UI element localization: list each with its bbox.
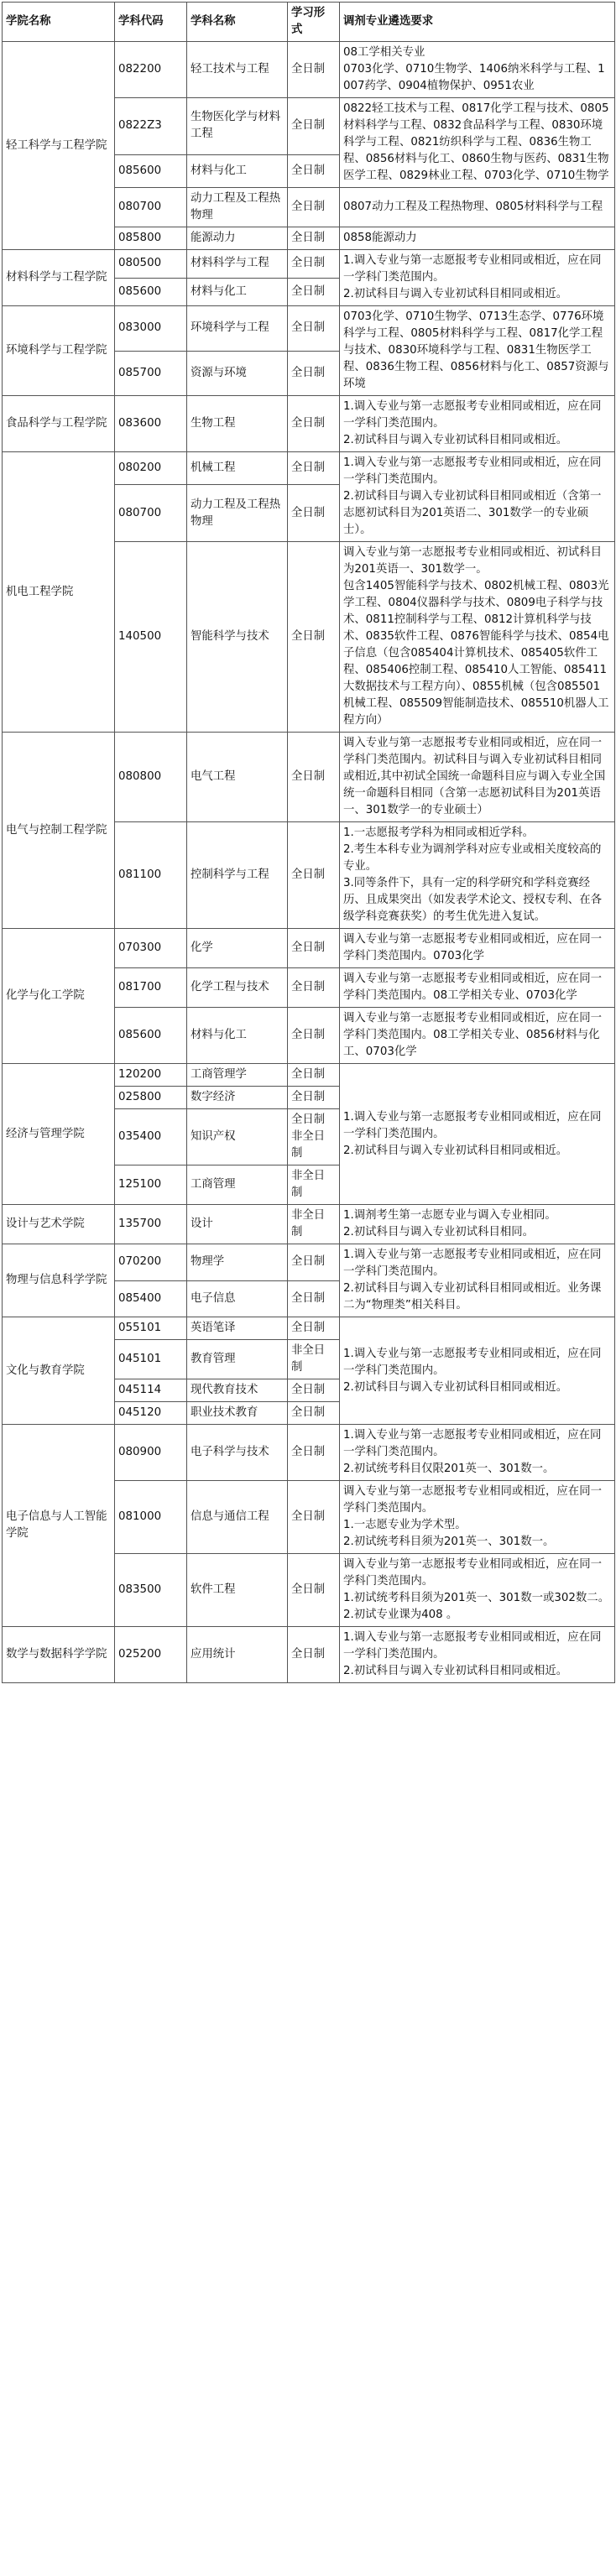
study-mode-cell: 全日制 — [288, 485, 340, 542]
college-name-cell: 电气与控制工程学院 — [3, 733, 115, 929]
college-name-cell: 材料科学与工程学院 — [3, 250, 115, 306]
college-name-cell: 机电工程学院 — [3, 452, 115, 733]
table-row — [3, 452, 615, 485]
table-row — [3, 396, 615, 452]
subject-code-cell: 140500 — [115, 542, 187, 733]
header-row — [3, 3, 615, 42]
header-mode: 学习形式 — [288, 3, 340, 42]
subject-name-cell: 材料与化工 — [187, 1008, 288, 1064]
requirement-cell: 0703化学、0710生物学、0713生态学、0776环境科学与工程、0805材料科学与工程、0817化学工程与技术、0830环境科学与工程、0831生物医学工程、0836生物工程、0856材料与化工、0857资源与环境 — [340, 306, 615, 396]
study-mode-cell: 全日制 — [288, 1064, 340, 1087]
college-name-cell: 轻工科学与工程学院 — [3, 42, 115, 250]
requirement-cell: 1.调入专业与第一志愿报考专业相同或相近，应在同一学科门类范围内。 2.初试统考科目仅限201英一、301数一。 — [340, 1425, 615, 1481]
subject-name-cell: 控制科学与工程 — [187, 822, 288, 929]
study-mode-cell: 全日制 — [288, 1087, 340, 1109]
table-row — [3, 1244, 615, 1281]
study-mode-cell: 全日制 — [288, 154, 340, 187]
study-mode-cell: 非全日制 — [288, 1165, 340, 1205]
subject-name-cell: 电子科学与技术 — [187, 1425, 288, 1481]
requirement-cell: 08工学相关专业 0703化学、0710生物学、1406纳米科学与工程、1007药学、0904植物保护、0951农业 — [340, 42, 615, 98]
table-row — [3, 1425, 615, 1481]
study-mode-cell: 全日制 — [288, 396, 340, 452]
study-mode-cell: 全日制 — [288, 968, 340, 1008]
subject-name-cell: 材料科学与工程 — [187, 250, 288, 279]
requirement-cell: 调入专业与第一志愿报考专业相同或相近、初试科目为201英语一、301数学一。 包含1405智能科学与技术、0802机械工程、0803光学工程、0804仪器科学与技术、0809电子科学与技术、0811控制科学与工程、0812计算机科学与技术、0835软件工程、0876智能科学与技术、0854电子信息（包含085404计算机技术、085405软件工程、085406控制工程、085410人工智能、085411大数据技术与工程方向）、0855机械（包含085501机械工程、085509智能制造技术、085510机器人工程方向） — [340, 542, 615, 733]
table-body — [3, 42, 615, 1683]
subject-code-cell: 085600 — [115, 1008, 187, 1064]
study-mode-cell: 全日制 非全日制 — [288, 1109, 340, 1165]
study-mode-cell: 全日制 — [288, 1317, 340, 1340]
requirement-cell: 调入专业与第一志愿报考专业相同或相近，应在同一学科门类范围内。08工学相关专业、0703化学 — [340, 968, 615, 1008]
study-mode-cell: 全日制 — [288, 98, 340, 155]
subject-code-cell: 045114 — [115, 1379, 187, 1402]
subject-name-cell: 应用统计 — [187, 1627, 288, 1683]
subject-name-cell: 数字经济 — [187, 1087, 288, 1109]
subject-name-cell: 职业技术教育 — [187, 1402, 288, 1425]
table-row — [3, 1064, 615, 1087]
subject-code-cell: 081100 — [115, 822, 187, 929]
study-mode-cell: 全日制 — [288, 227, 340, 250]
subject-code-cell: 082200 — [115, 42, 187, 98]
study-mode-cell: 全日制 — [288, 1244, 340, 1281]
subject-code-cell: 045101 — [115, 1340, 187, 1379]
subject-code-cell: 045120 — [115, 1402, 187, 1425]
study-mode-cell: 全日制 — [288, 542, 340, 733]
subject-code-cell: 083600 — [115, 396, 187, 452]
study-mode-cell: 全日制 — [288, 1627, 340, 1683]
subject-name-cell: 环境科学与工程 — [187, 306, 288, 352]
subject-code-cell: 085400 — [115, 1280, 187, 1317]
requirement-cell: 1.一志愿报考学科为相同或相近学科。 2.考生本科专业为调剂学科对应专业或相关度较高的专业。 3.同等条件下，具有一定的科学研究和学科竞赛经历、且成果突出（如发表学术论文、授权专利、在各级学科竞赛获奖）的考生优先进入复试。 — [340, 822, 615, 929]
subject-code-cell: 035400 — [115, 1109, 187, 1165]
subject-code-cell: 125100 — [115, 1165, 187, 1205]
subject-name-cell: 生物工程 — [187, 396, 288, 452]
study-mode-cell: 全日制 — [288, 42, 340, 98]
table-row — [3, 1627, 615, 1683]
subject-code-cell: 070200 — [115, 1244, 187, 1281]
table-row — [3, 1205, 615, 1244]
study-mode-cell: 全日制 — [288, 250, 340, 279]
header-code: 学科代码 — [115, 3, 187, 42]
requirement-cell: 0858能源动力 — [340, 227, 615, 250]
table-row — [3, 733, 615, 822]
requirement-cell: 1.调剂考生第一志愿专业与调入专业相同。 2.初试科目与调入专业初试科目相同。 — [340, 1205, 615, 1244]
study-mode-cell: 全日制 — [288, 1280, 340, 1317]
study-mode-cell: 全日制 — [288, 1379, 340, 1402]
subject-name-cell: 化学 — [187, 929, 288, 968]
subject-name-cell: 动力工程及工程热物理 — [187, 188, 288, 227]
subject-name-cell: 工商管理 — [187, 1165, 288, 1205]
requirement-cell: 调入专业与第一志愿报考专业相同或相近，应在同一学科门类范围内。 1.一志愿专业为学术型。 2.初试统考科目须为201英一、301数一。 — [340, 1481, 615, 1554]
requirement-cell: 调入专业与第一志愿报考专业相同或相近，应在同一学科门类范围内。08工学相关专业、0856材料与化工、0703化学 — [340, 1008, 615, 1064]
requirement-cell: 1.调入专业与第一志愿报考专业相同或相近，应在同一学科门类范围内。 2.初试科目与调入专业初试科目相同或相近。 — [340, 1064, 615, 1205]
subject-code-cell: 081700 — [115, 968, 187, 1008]
subject-name-cell: 材料与化工 — [187, 278, 288, 306]
subject-name-cell: 英语笔译 — [187, 1317, 288, 1340]
requirement-cell: 1.调入专业与第一志愿报考专业相同或相近，应在同一学科门类范围内。 2.初试科目与调入专业初试科目相同或相近。 — [340, 250, 615, 306]
study-mode-cell: 全日制 — [288, 306, 340, 352]
subject-code-cell: 055101 — [115, 1317, 187, 1340]
study-mode-cell: 全日制 — [288, 1425, 340, 1481]
subject-code-cell: 081000 — [115, 1481, 187, 1554]
requirement-cell: 0807动力工程及工程热物理、0805材料科学与工程 — [340, 188, 615, 227]
table-row — [3, 1317, 615, 1340]
study-mode-cell: 全日制 — [288, 733, 340, 822]
requirement-cell: 1.调入专业与第一志愿报考专业相同或相近，应在同一学科门类范围内。 2.初试科目与调入专业初试科目相同或相近。业务课二为“物理类”相关科目。 — [340, 1244, 615, 1317]
subject-name-cell: 软件工程 — [187, 1554, 288, 1627]
requirement-cell: 1.调入专业与第一志愿报考专业相同或相近，应在同一学科门类范围内。 2.初试科目与调入专业初试科目相同或相近。 — [340, 1627, 615, 1683]
subject-name-cell: 能源动力 — [187, 227, 288, 250]
college-name-cell: 文化与教育学院 — [3, 1317, 115, 1425]
subject-code-cell: 080700 — [115, 485, 187, 542]
study-mode-cell: 全日制 — [288, 1008, 340, 1064]
study-mode-cell: 全日制 — [288, 929, 340, 968]
college-name-cell: 物理与信息科学学院 — [3, 1244, 115, 1317]
subject-name-cell: 机械工程 — [187, 452, 288, 485]
subject-code-cell: 080200 — [115, 452, 187, 485]
subject-code-cell: 070300 — [115, 929, 187, 968]
subject-code-cell: 080500 — [115, 250, 187, 279]
subject-code-cell: 025200 — [115, 1627, 187, 1683]
subject-name-cell: 资源与环境 — [187, 351, 288, 396]
subject-name-cell: 知识产权 — [187, 1109, 288, 1165]
subject-code-cell: 0822Z3 — [115, 98, 187, 155]
subject-code-cell: 085800 — [115, 227, 187, 250]
requirement-cell: 调入专业与第一志愿报考专业相同或相近，应在同一学科门类范围内。0703化学 — [340, 929, 615, 968]
study-mode-cell: 全日制 — [288, 278, 340, 306]
subject-name-cell: 轻工技术与工程 — [187, 42, 288, 98]
header-requirement: 调剂专业遴选要求 — [340, 3, 615, 42]
college-name-cell: 环境科学与工程学院 — [3, 306, 115, 396]
subject-code-cell: 083500 — [115, 1554, 187, 1627]
subject-name-cell: 化学工程与技术 — [187, 968, 288, 1008]
college-name-cell: 食品科学与工程学院 — [3, 396, 115, 452]
subject-code-cell: 085700 — [115, 351, 187, 396]
table-row — [3, 306, 615, 352]
college-name-cell: 设计与艺术学院 — [3, 1205, 115, 1244]
study-mode-cell: 全日制 — [288, 1554, 340, 1627]
table-row — [3, 42, 615, 98]
requirement-cell: 0822轻工技术与工程、0817化学工程与技术、0805材料科学与工程、0832食品科学与工程、0830环境科学与工程、0821纺织科学与工程、0836生物工程、0856材料与化工、0860生物与医药、0831生物医学工程、0829林业工程、0703化学、0710生物学 — [340, 98, 615, 188]
subject-name-cell: 现代教育技术 — [187, 1379, 288, 1402]
college-name-cell: 经济与管理学院 — [3, 1064, 115, 1205]
header-college: 学院名称 — [3, 3, 115, 42]
subject-name-cell: 物理学 — [187, 1244, 288, 1281]
study-mode-cell: 全日制 — [288, 188, 340, 227]
subject-name-cell: 动力工程及工程热物理 — [187, 485, 288, 542]
requirement-cell: 调入专业与第一志愿报考专业相同或相近，应在同一学科门类范围内。 1.初试统考科目须为201英一、301数一或302数二。 2.初试专业课为408 。 — [340, 1554, 615, 1627]
adjustment-table — [2, 2, 615, 1683]
subject-name-cell: 电气工程 — [187, 733, 288, 822]
college-name-cell: 数学与数据科学学院 — [3, 1627, 115, 1683]
subject-name-cell: 电子信息 — [187, 1280, 288, 1317]
subject-code-cell: 135700 — [115, 1205, 187, 1244]
table-row — [3, 250, 615, 279]
study-mode-cell: 非全日制 — [288, 1205, 340, 1244]
study-mode-cell: 全日制 — [288, 351, 340, 396]
subject-code-cell: 080900 — [115, 1425, 187, 1481]
subject-name-cell: 智能科学与技术 — [187, 542, 288, 733]
subject-code-cell: 085600 — [115, 278, 187, 306]
subject-name-cell: 工商管理学 — [187, 1064, 288, 1087]
college-name-cell: 化学与化工学院 — [3, 929, 115, 1064]
requirement-cell: 1.调入专业与第一志愿报考专业相同或相近，应在同一学科门类范围内。 2.初试科目与调入专业初试科目相同或相近（含第一志愿初试科目为201英语二、301数学一的专业硕士）。 — [340, 452, 615, 542]
study-mode-cell: 全日制 — [288, 1402, 340, 1425]
subject-name-cell: 生物医化学与材料工程 — [187, 98, 288, 155]
requirement-cell: 1.调入专业与第一志愿报考专业相同或相近，应在同一学科门类范围内。 2.初试科目与调入专业初试科目相同或相近。 — [340, 1317, 615, 1425]
subject-name-cell: 教育管理 — [187, 1340, 288, 1379]
study-mode-cell: 非全日制 — [288, 1340, 340, 1379]
subject-code-cell: 120200 — [115, 1064, 187, 1087]
study-mode-cell: 全日制 — [288, 822, 340, 929]
study-mode-cell: 全日制 — [288, 452, 340, 485]
study-mode-cell: 全日制 — [288, 1481, 340, 1554]
subject-code-cell: 025800 — [115, 1087, 187, 1109]
subject-name-cell: 材料与化工 — [187, 154, 288, 187]
header-subject: 学科名称 — [187, 3, 288, 42]
table-row — [3, 929, 615, 968]
subject-code-cell: 083000 — [115, 306, 187, 352]
subject-name-cell: 设计 — [187, 1205, 288, 1244]
subject-code-cell: 080800 — [115, 733, 187, 822]
requirement-cell: 1.调入专业与第一志愿报考专业相同或相近，应在同一学科门类范围内。 2.初试科目与调入专业初试科目相同或相近。 — [340, 396, 615, 452]
college-name-cell: 电子信息与人工智能学院 — [3, 1425, 115, 1627]
requirement-cell: 调入专业与第一志愿报考专业相同或相近，应在同一学科门类范围内。初试科目与调入专业初试科目相同或相近,其中初试全国统一命题科目应与调入专业全国统一命题科目相同（含第一志愿初试科目为201英语一、301数学一的专业硕士） — [340, 733, 615, 822]
subject-code-cell: 080700 — [115, 188, 187, 227]
subject-name-cell: 信息与通信工程 — [187, 1481, 288, 1554]
subject-code-cell: 085600 — [115, 154, 187, 187]
